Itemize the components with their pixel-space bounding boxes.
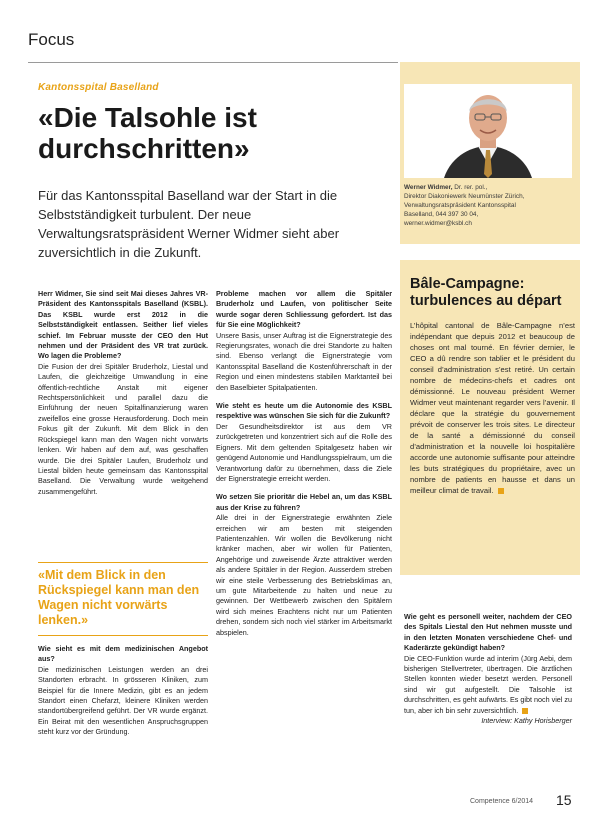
answer: Unsere Basis, unser Auftrag ist die Eignerstrategie des Regierungsrates, wonach die drei Standorte zu halten sind. Ebenso verlangt die Eignerstrategie vom Kantonsspital Baselland die Kostenführerschaft in der Region und einen mindestens stabilen Marktanteil bei den Baselbieter Spitalpatienten. (216, 330, 392, 392)
answer: Die Fusion der drei Spitäler Bruderholz, Liestal und Laufen, die gleichzeitige Umwandlung in eine öffentlich-rechtliche Anstalt mit eigener Rechtspersönlichkeit und parallel dazu die Einführung der neuen Spitalfinanzierung waren zweifellos eine grosse Herausforderung. Doch mein Fokus gilt der Zukunft. Mit dem Blick in den Rückspiegel kann man den Wagen nicht vorwärts lenken. Wir haben auf dem auf, was geschaffen wurde. Die drei Spitäler Laufen, Bruderholz und Liestal bilden heute gemeinsam das Kantonsspital Baselland. Die Verwaltung wurde weitgehend zusammengeführt. (38, 361, 208, 496)
sidebar-box-title: Bâle-Campagne: turbulences au départ (410, 276, 562, 309)
pullquote-rule-bottom (38, 635, 208, 636)
section-label: Focus (28, 30, 75, 49)
column-2 (216, 289, 392, 638)
pull-quote: «Mit dem Blick in den Rückspiegel kann man den Wagen nicht vorwärts lenken.» (38, 568, 200, 627)
question: Herr Widmer, Sie sind seit Mai dieses Jahres VR-Präsident des Kantonsspitals Baselland (KSBL). Das KSBL wurde erst 2012 in die Selbstständigkeit entlassen. Seither lief vieles schief. Im Februar musste der CEO den Hut nehmen und der Präsident des VR trat zurück. Wo lagen die Probleme? (38, 289, 208, 361)
question: Probleme machen vor allem die Spitäler Bruderholz und Laufen, von politischer Seite wurde sogar deren Schliessung gefordert. Ist das für Sie eine Möglichkeit? (216, 289, 392, 330)
question: Wie geht es personell weiter, nachdem der CEO des Spitals Liestal den Hut nehmen musste und in den letzten Monaten verschiedene Chef- und Kaderärzte gekündigt haben? (404, 612, 572, 653)
portrait-illustration (404, 84, 572, 178)
answer: Die medizinischen Leistungen werden an drei Standorten erbracht. In grösseren Kliniken, zum Beispiel für die Innere Medizin, gibt es an jedem Standort einen Chefarzt, kleinere Kliniken werden standortübergreifend geführt. Der VR wurde ergänzt. Ein Beirat mit den wesentlichen Anspruchsgruppen steht kurz vor der Gründung. (38, 664, 208, 737)
header-rule (28, 62, 398, 63)
interview-credit: Interview: Kathy Horisberger (481, 716, 572, 726)
answer: Alle drei in der Eignerstrategie erwähnten Ziele erreichen wir am besten mit steigenden Patientenzahlen. Wir wollen die Bevölkerung nicht kränker machen, aber wir wollen für Patienten, Angehörige und zuweisende Ärzte attraktiver werden als andere Spitäler in der Region. Ausserdem streben wir eine steile Verbesserung des Betriebsklimas an, um gute Mitarbeitende zu halten und neue zu gewinnen. Der Wettbewerb zwischen den Spitälern wird sich meines Erachtens nicht nur um Patienten drehen, sondern sich noch viel stärker im Arbeitsmarkt abspielen. (216, 513, 392, 637)
page-number: 15 (556, 792, 572, 808)
kicker: Kantonsspital Baselland (38, 82, 159, 93)
caption-line: Verwaltungsratspräsident Kantonsspital (404, 202, 516, 209)
question: Wie steht es heute um die Autonomie des KSBL respektive was wünschen Sie sich für die Zukunft? (216, 401, 392, 421)
question: Wo setzen Sie prioritär die Hebel an, um das KSBL aus der Krise zu führen? (216, 492, 392, 512)
column-3 (404, 612, 572, 726)
question: Wie sieht es mit dem medizinischen Angebot aus? (38, 644, 208, 664)
sidebar-box-body (410, 320, 575, 496)
magazine-footer: Competence 6/2014 (470, 798, 534, 805)
photo-caption (404, 183, 574, 228)
end-square-icon (498, 488, 504, 494)
caption-line: Baselland, 044 397 30 04, (404, 211, 479, 218)
article-lead: Für das Kantonsspital Baselland war der Start in die Selbstständigkeit turbulent. Der neue Verwaltungsratspräsident Werner Widmer sieht aber zuversichtlich in die Zukunft. (38, 188, 340, 260)
portrait-photo (404, 84, 572, 178)
answer: Die CEO-Funktion wurde ad interim (Jürg Aebi, dem bisherigen Stellvertreter, übertragen. Die ärztlichen Stellen konnten wieder besetzt werden. Personell sind wir gut aufgestellt. Die Talsohle ist durchschritten, es geht aufwärts. Es gibt noch viel zu tun, aber ich bin sehr zuversichtlich. (404, 653, 572, 715)
caption-line: Direktor Diakoniewerk Neumünster Zürich, (404, 193, 525, 200)
caption-line: Dr. rer. pol., (452, 184, 488, 191)
end-square-icon (522, 708, 528, 714)
column-1 (38, 289, 208, 497)
sidebar-box-text: L’hôpital cantonal de Bâle-Campagne n’est indépendant que depuis 2012 et beaucoup de choses ont mal tourné. En février dernier, le CEO a dû rendre son tablier et le président du conseil d’administration s’est retiré. Un certain nombre de médecins-chefs et cadres ont démissionné. Le nouveau président Werner Widmer veut maintenant regarder vers l’avenir. Il déclare que la stratégie du gouvernement prévoit de conserver les trois sites. Le directeur de la santé a démissionné du conseil d’administration et la nouvelle loi hospitalière accorde une autonomie suffisante pour atteindre les buts stratégiques du propriétaire, avec un nombre de patients en hausse et dans un meilleur climat de travail. (410, 321, 575, 495)
article-title: «Die Talsohle ist durchschritten» (38, 102, 257, 164)
column-1-continued (38, 644, 208, 738)
caption-name: Werner Widmer, (404, 184, 453, 191)
answer: Der Gesundheitsdirektor ist aus dem VR zurückgetreten und konzentriert sich auf die Rolle des Eigners. Mit dem geltenden Spitalgesetz haben wir genügend Autonomie und Handlungsspielraum, um die Verantwortung dafür zu übernehmen, dass die Ziele der Eignerstrategie erreicht werden. (216, 421, 392, 483)
caption-email: werner.widmer@ksbl.ch (404, 220, 472, 227)
pullquote-rule-top (38, 562, 208, 563)
